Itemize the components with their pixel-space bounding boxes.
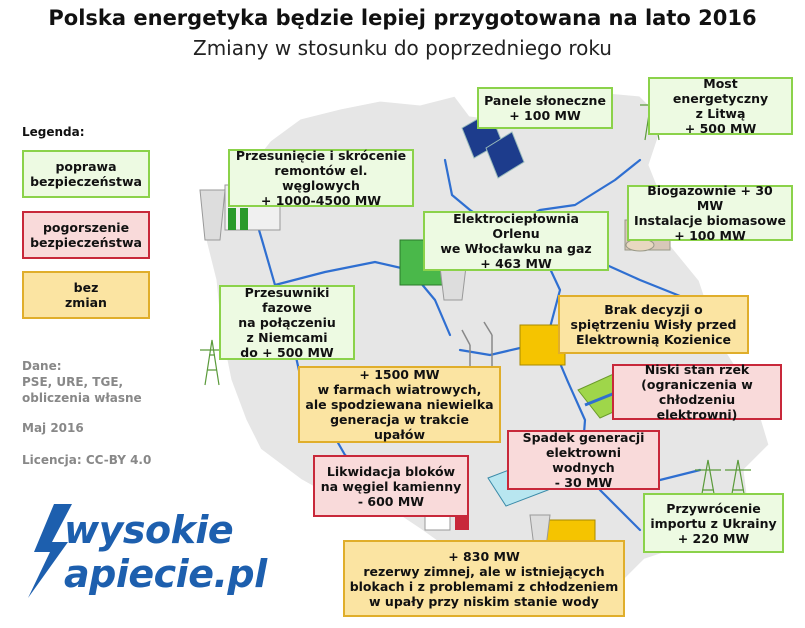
license-text: Licencja: CC-BY 4.0 xyxy=(22,453,152,467)
callout-cold-reserve: + 830 MW rezerwy zimnej, ale w istniejących blokach i z problemami z chłodzeniem w upały przy niskim stanie wody xyxy=(343,540,625,617)
callout-coal-units: Likwidacja bloków na węgiel kamienny - 600 MW xyxy=(313,455,469,517)
callout-biogas: Biogazownie + 30 MW Instalacje biomasowe + 100 MW xyxy=(627,185,793,241)
legend-worsening: pogorszenie bezpieczeństwa xyxy=(22,211,150,259)
callout-solar: Panele słoneczne + 100 MW xyxy=(477,87,613,129)
callout-ukraine: Przywrócenie importu z Ukrainy + 220 MW xyxy=(643,493,784,553)
logo xyxy=(20,500,267,600)
callout-coal-shift: Przesunięcie i skrócenie remontów el. węglowych + 1000-4500 MW xyxy=(228,149,414,207)
page-subtitle: Zmiany w stosunku do poprzedniego roku xyxy=(193,36,612,60)
page-title: Polska energetyka będzie lepiej przygotowana na lato 2016 xyxy=(48,6,757,30)
legend-improvement: poprawa bezpieczeństwa xyxy=(22,150,150,198)
date-text: Maj 2016 xyxy=(22,421,84,435)
legend-no-change: bez zmian xyxy=(22,271,150,319)
legend-title: Legenda: xyxy=(22,125,85,139)
callout-vistula: Brak decyzji o spiętrzeniu Wisły przed Elektrownią Kozienice xyxy=(558,295,749,354)
callout-lithuania: Most energetyczny z Litwą + 500 MW xyxy=(648,77,793,135)
logo-line2: apiecie.pl xyxy=(64,552,267,596)
callout-orlen: Elektrociepłownia Orlenu we Włocławku na gaz + 463 MW xyxy=(423,211,609,271)
callout-wind: + 1500 MW w farmach wiatrowych, ale spodziewana niewielka generacja w trakcie upałów xyxy=(298,366,501,443)
sources-text: Dane: PSE, URE, TGE, obliczenia własne xyxy=(22,359,142,405)
callout-rivers: Niski stan rzek (ograniczenia w chłodzeniu elektrowni) xyxy=(612,364,782,420)
logo-line1: wysokie xyxy=(64,508,234,552)
callout-hydro: Spadek generacji elektrowni wodnych - 30 MW xyxy=(507,430,660,490)
callout-phase-shifters: Przesuwniki fazowe na połączeniu z Niemcami do + 500 MW xyxy=(219,285,355,360)
